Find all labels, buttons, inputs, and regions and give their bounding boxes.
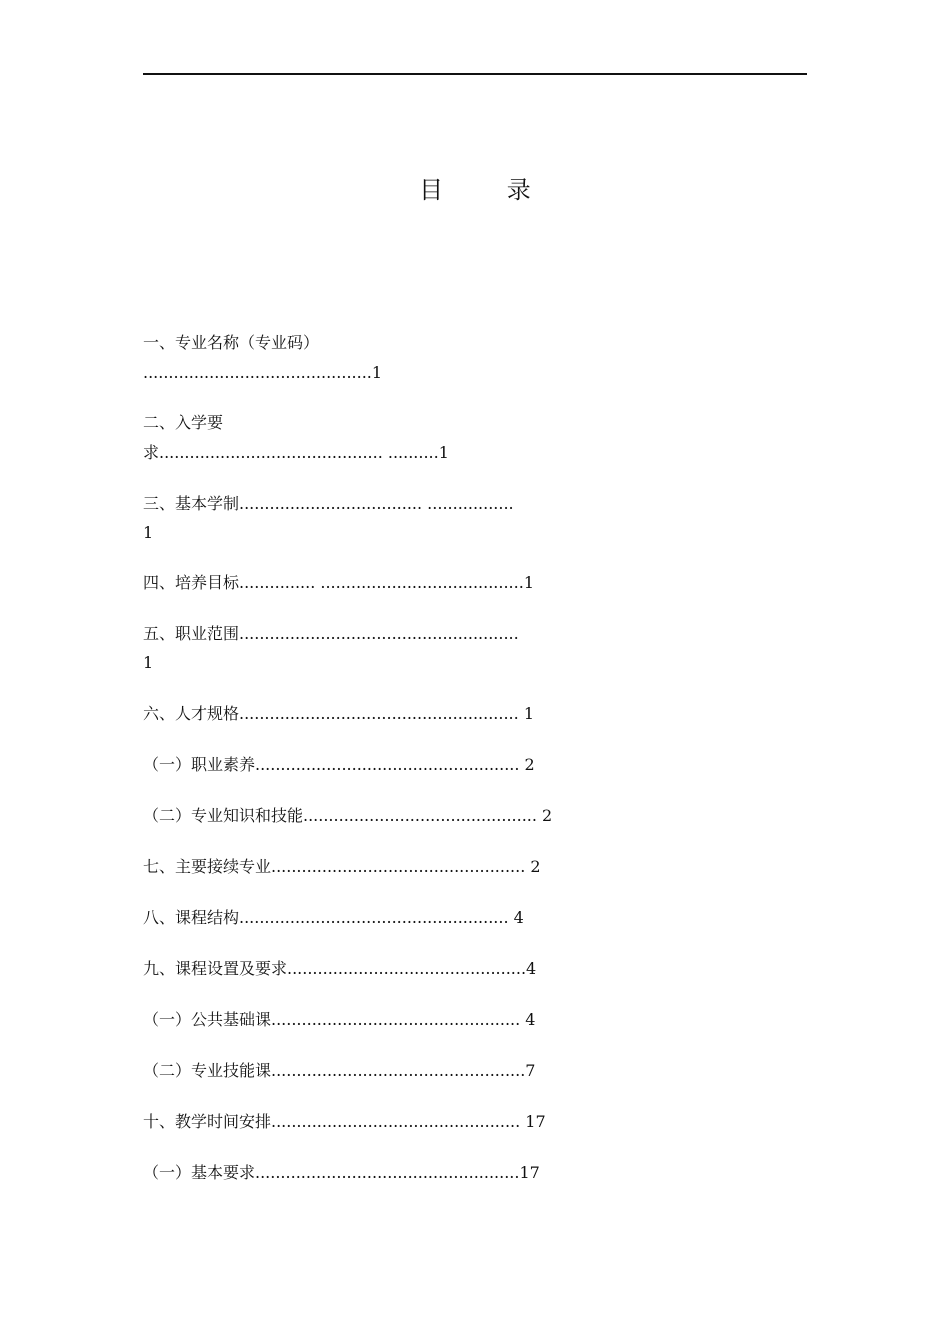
toc-entry[interactable]: 一、专业名称（专业码） xyxy=(143,333,320,352)
toc-entry[interactable]: 五、职业范围....................................................... xyxy=(143,624,519,643)
toc-entry[interactable]: （二）专业技能课..................................................7 xyxy=(143,1061,536,1080)
toc-entry[interactable]: 四、培养目标............... ........................................1 xyxy=(143,573,534,592)
toc-entry-page: 1 xyxy=(143,523,154,542)
toc-entry[interactable]: 九、课程设置及要求...............................................4 xyxy=(143,959,537,978)
toc-entry[interactable]: （二）专业知识和技能.............................................. 2 xyxy=(143,806,553,825)
toc-entry[interactable]: 十、教学时间安排................................................. 17 xyxy=(143,1112,546,1131)
toc-entry[interactable]: （一）职业素养.................................................... 2 xyxy=(143,755,535,774)
toc-entry[interactable]: （一）基本要求....................................................17 xyxy=(143,1163,540,1182)
header-rule xyxy=(143,73,807,75)
toc-entry-dots: .............................................1 xyxy=(143,363,383,382)
page-title: 目 录 xyxy=(419,176,559,204)
toc-entry[interactable]: 三、基本学制.................................... ................. xyxy=(143,494,514,513)
toc-entry-page: 1 xyxy=(143,653,154,672)
toc-entry[interactable]: （一）公共基础课................................................. 4 xyxy=(143,1010,536,1029)
toc-entry[interactable]: 七、主要接续专业.................................................. 2 xyxy=(143,857,541,876)
toc-entry[interactable]: 二、入学要 xyxy=(143,413,224,432)
toc-entry-dots: 求............................................ ..........1 xyxy=(143,443,449,462)
toc-entry[interactable]: 八、课程结构..................................................... 4 xyxy=(143,908,524,927)
toc-entry[interactable]: 六、人才规格....................................................... 1 xyxy=(143,704,534,723)
